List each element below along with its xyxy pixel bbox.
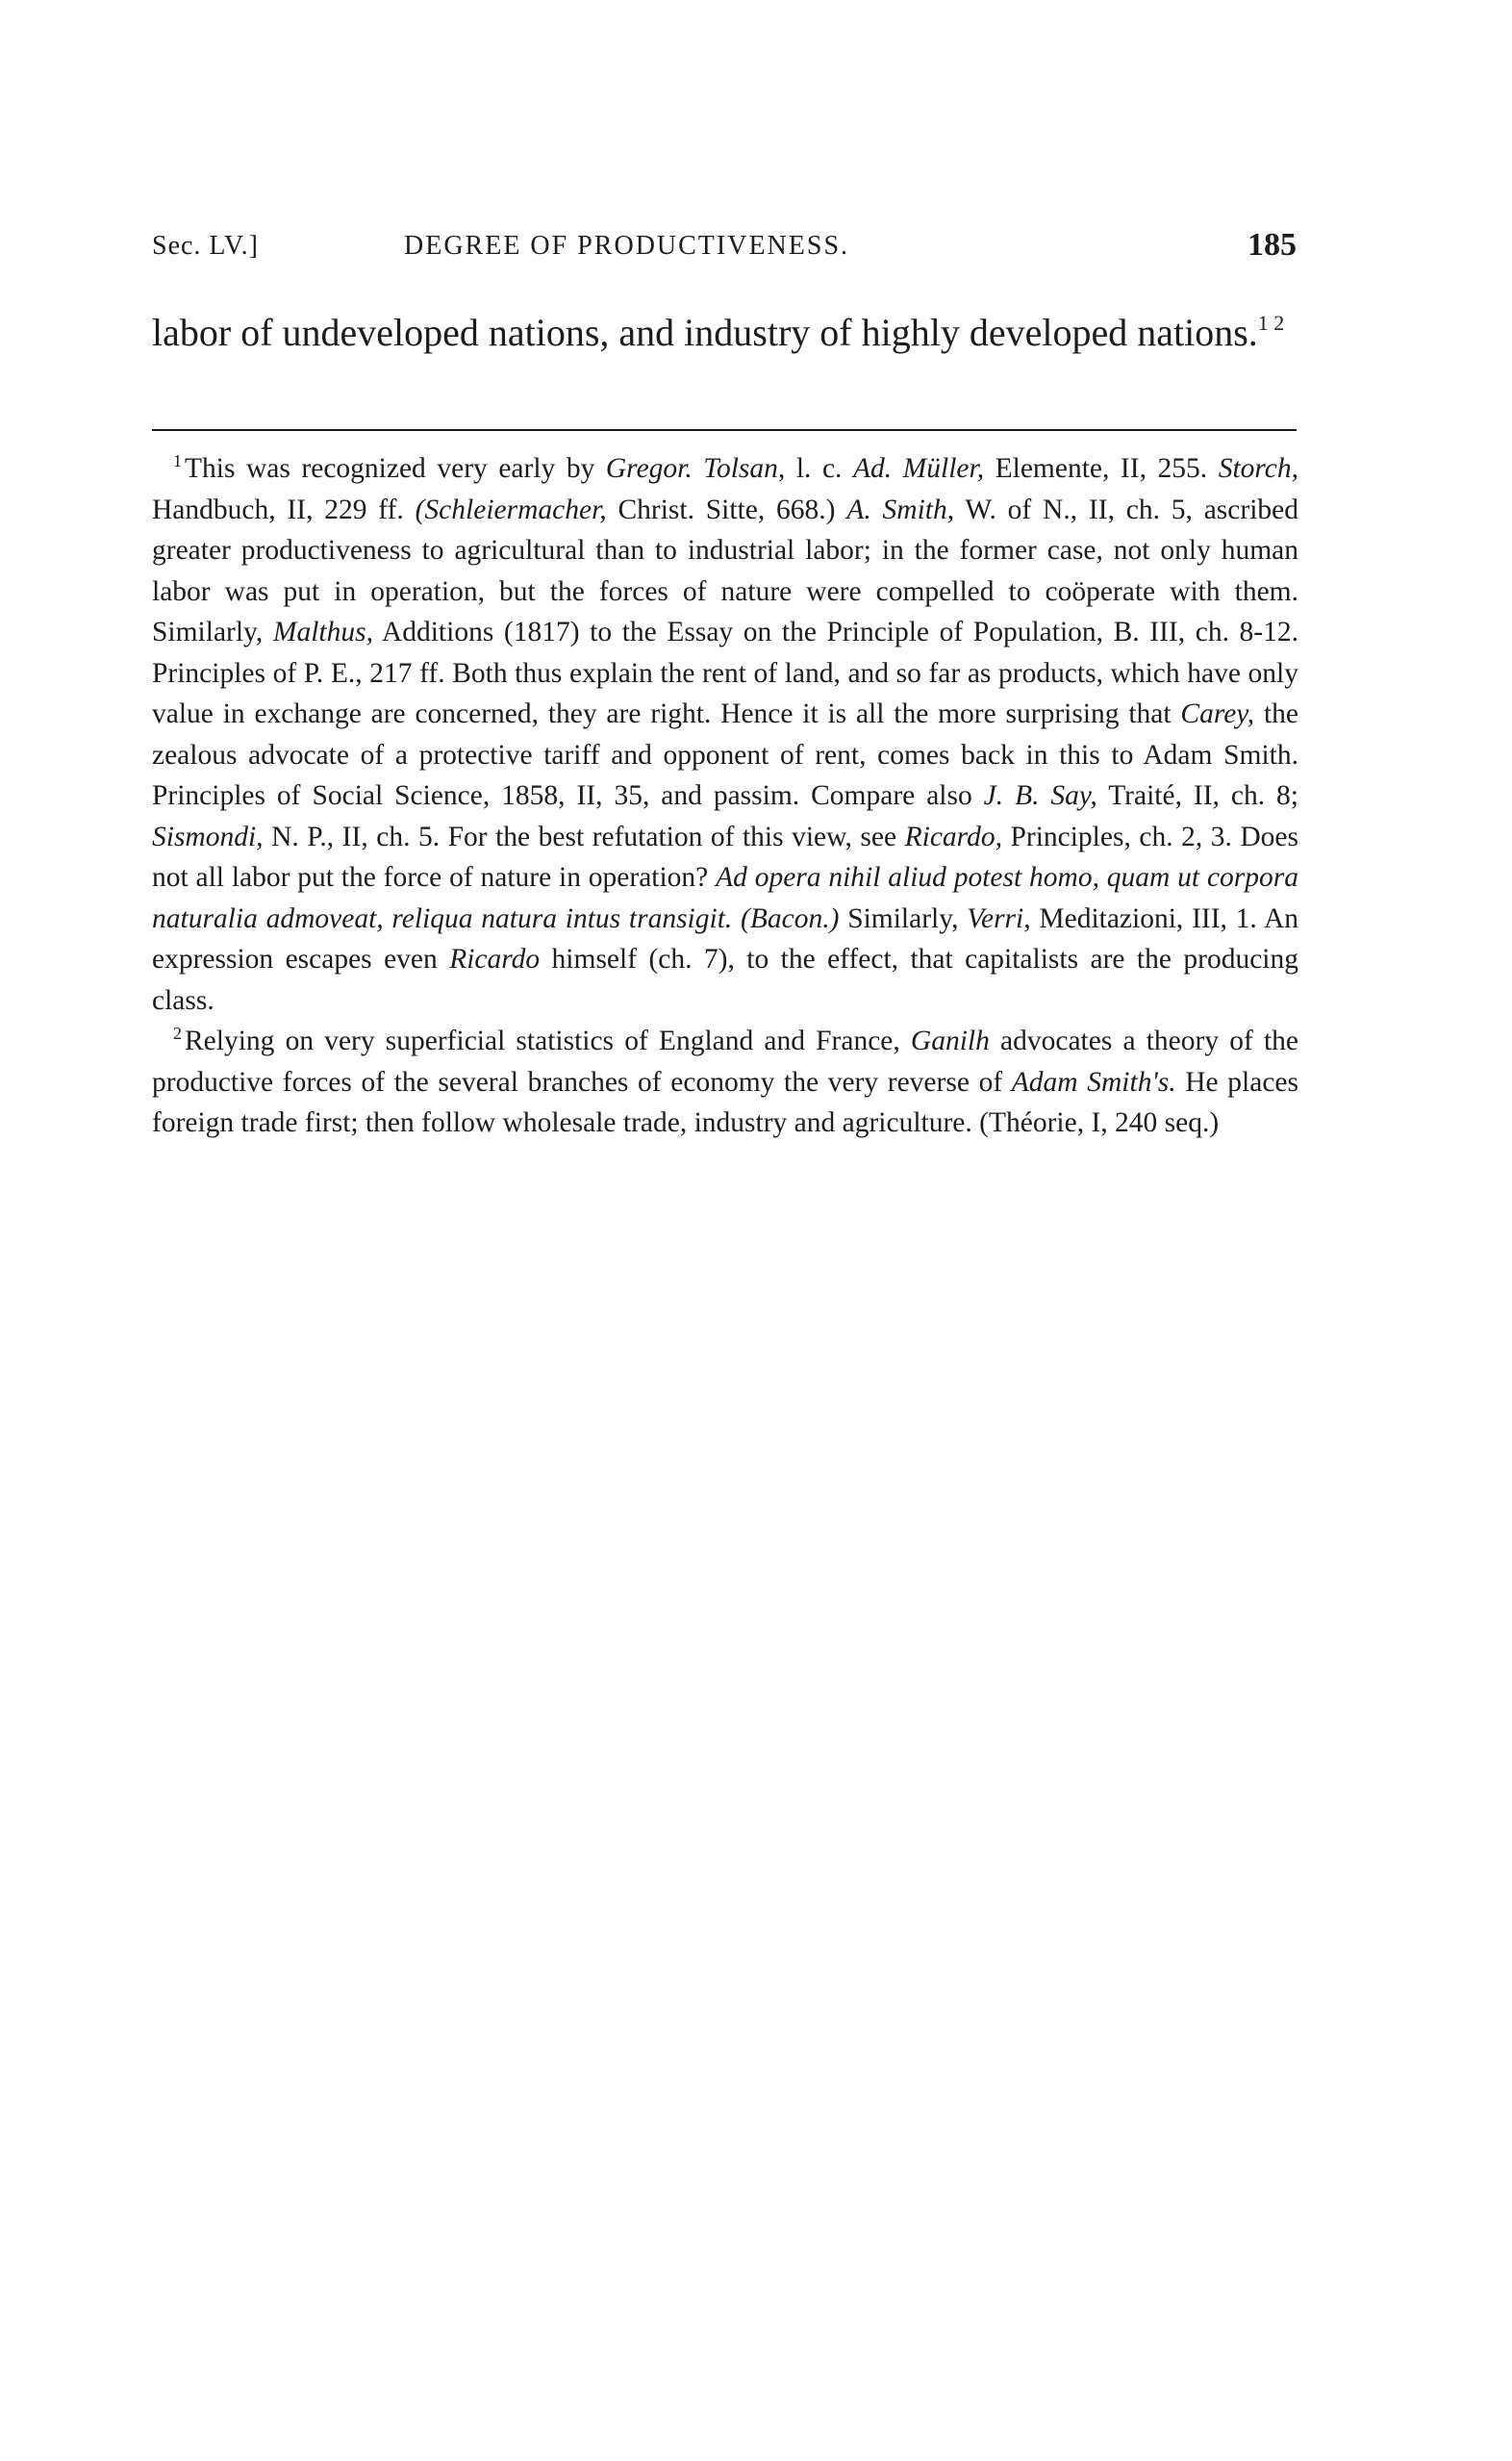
footnote-text: Elemente, II, 255. [984, 453, 1219, 484]
footnote-text: Christ. Sitte, 668.) [606, 494, 847, 525]
footnote-italic-text: Carey, [1180, 698, 1255, 729]
footnote-text: Traité, II, ch. 8; [1096, 780, 1298, 811]
footnote-italic-text: Malthus, [272, 617, 373, 647]
footnote-text: Principles, ch. 2, 3. Does not all labor put the force of nature in operation? [152, 821, 1298, 893]
main-text [152, 308, 1298, 358]
footnote-marker: 1 [173, 451, 182, 470]
footnote-text: This was recognized very early by [185, 453, 606, 484]
main-paragraph: labor of undeveloped nations, and industry of highly developed nations. [152, 311, 1258, 354]
footnote-divider [152, 429, 1297, 431]
footnote-text: N. P., II, ch. 5. For the best refutation of this view, see [263, 821, 905, 852]
footnote-italic-text: Ricardo, [904, 821, 1002, 852]
footnote-text: Handbuch, II, 229 ff. [152, 494, 416, 525]
footnote-italic-text: Ganilh [910, 1026, 990, 1056]
footnote-text: Relying on very superficial statistics of England and France, [185, 1026, 911, 1056]
footnote-italic-text: (Schleiermacher, [415, 494, 607, 525]
footnote-italic-text: Ad opera nihil aliud potest homo, quam ut corpora naturalia admoveat, reliqua natura intus transigit. (Bacon.) [152, 862, 1298, 934]
running-title: DEGREE OF PRODUCTIVENESS. [404, 231, 850, 261]
footnote-italic-text: Adam Smith's. [1011, 1066, 1176, 1098]
footnote-text: the zealous advocate of a protective tariff and opponent of rent, comes back in this to Adam Smith. Principles of Social Science, 1858, II, 35, and passim. Compare also [152, 698, 1298, 811]
footnote-1 [152, 448, 1298, 1021]
footnote-italic-text: J. B. Say, [983, 780, 1097, 811]
footnote-italic-text: Verri, [967, 902, 1031, 934]
footnote-text: Meditazioni, III, 1. An expression escapes even [152, 902, 1298, 975]
footnote-references: 1 2 [1257, 311, 1285, 335]
footnote-text: W. of N., II, ch. 5, ascribed greater productiveness to agricultural than to industrial labor; in the former case, not only human labor was put in operation, but the forces of nature were compelled to coöperate with them. Similarly, [152, 494, 1298, 647]
footnote-italic-text: Ricardo [449, 944, 541, 975]
footnote-italic-text: Sismondi, [152, 821, 264, 852]
footnote-italic-text: Storch, [1218, 453, 1298, 484]
footnote-italic-text: A. Smith, [846, 494, 955, 525]
running-header [152, 227, 1297, 271]
footnote-text: Similarly, [839, 902, 968, 934]
footnote-text: Additions (1817) to the Essay on the Principle of Population, B. III, ch. 8-12. Principles of P. E., 217 ff. Both thus explain the rent of land, and so far as products, which have only value in exchange are concerned, they are right. Hence it is all the more surprising that [152, 617, 1298, 729]
footnote-italic-text: Ad. Müller, [852, 453, 985, 484]
page-number: 185 [1247, 227, 1297, 263]
footnote-italic-text: Gregor. Tolsan, [605, 453, 786, 484]
footnote-text: himself (ch. 7), to the effect, that capitalists are the producing class. [152, 944, 1298, 1016]
footnote-text: l. c. [785, 453, 853, 484]
footnote-marker: 2 [173, 1024, 182, 1043]
footnote-text: advocates a theory of the productive forces of the several branches of economy the very reverse of [152, 1026, 1299, 1098]
footnotes [152, 448, 1298, 1144]
footnote-text: He places foreign trade first; then follow wholesale trade, industry and agriculture. (Théorie, I, 240 seq.) [152, 1066, 1298, 1138]
footnote-2 [152, 1021, 1298, 1144]
section-label: Sec. LV.] [152, 231, 259, 261]
